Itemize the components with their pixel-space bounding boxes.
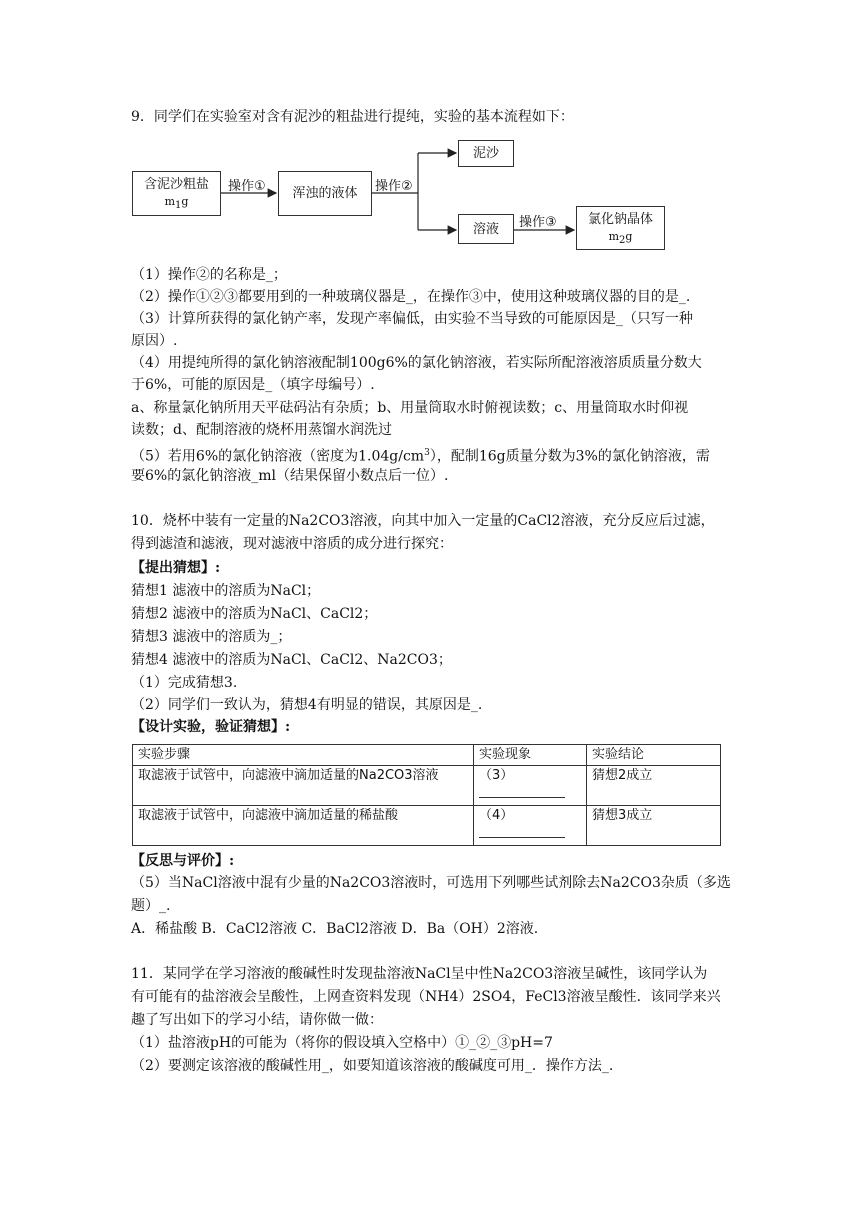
q9-5a-sup: 3 (424, 448, 430, 458)
th-observation: 实验现象 (474, 745, 587, 766)
q11-line2: 有可能有的盐溶液会呈酸性，上网查资料发现（NH4）2SO4，FeCl3溶液呈酸性．该同学来兴 (131, 989, 721, 1005)
q10-head-reflection: 【反思与评价】: (131, 853, 235, 869)
q10-head-hypothesis: 【提出猜想】: (131, 560, 221, 576)
q10-s5a: （5）当NaCl溶液中混有少量的Na2CO3溶液时，可选用下列哪些试剂除去Na2CO3杂质（多选 (131, 875, 731, 891)
row2-blank[interactable] (479, 825, 565, 838)
q10-s2: （2）同学们一致认为，猜想4有明显的错误，其原因是_. (131, 697, 483, 713)
row2-conclusion: 猜想3成立 (587, 806, 721, 846)
turbid-liquid-label: 浑浊的液体 (292, 186, 358, 201)
q10-guess1: 猜想1 滤液中的溶质为NaCl； (131, 583, 321, 599)
turbid-liquid-box (278, 171, 372, 216)
table-header-row (133, 745, 721, 766)
q9-4b: 于6%，可能的原因是_（填字母编号）. (131, 377, 375, 393)
sand-box (458, 140, 514, 167)
row1-obs-label: （3） (479, 768, 514, 783)
row2-observation (474, 806, 587, 846)
q10-head-design: 【设计实验，验证猜想】: (131, 719, 291, 735)
q9-3b: 原因）. (131, 333, 178, 349)
q9-3a: （3）计算所获得的氯化钠产率，发现产率偏低，由实验不当导致的可能原因是_（只写一种 (131, 311, 693, 327)
crystal-label: 氯化钠晶体 (587, 212, 653, 227)
table-row (133, 806, 721, 846)
q9-5b: 要6%的氯化钠溶液_ml（结果保留小数点后一位）. (131, 468, 449, 484)
q9-5a-post: ），配制16g质量分数为3%的氯化钠溶液，需 (429, 448, 710, 465)
q9-1: （1）操作②的名称是_； (131, 267, 287, 283)
crystal-mass: $m_2g$ (608, 230, 633, 246)
q10-line1: 10．烧杯中装有一定量的Na2CO3溶液，向其中加入一定量的CaCl2溶液，充分反应后过滤， (131, 513, 715, 529)
row1-conclusion: 猜想2成立 (587, 766, 721, 806)
crude-salt-box (132, 171, 221, 216)
flow-arrows (0, 0, 860, 300)
q11-line1: 11．某同学在学习溶液的酸碱性时发现盐溶液NaCl呈中性Na2CO3溶液呈碱性，该同学认为 (131, 966, 708, 982)
solution-label: 溶液 (472, 222, 499, 237)
q10-options: A．稀盐酸 B．CaCl2溶液 C．BaCl2溶液 D．Ba（OH）2溶液. (131, 921, 539, 937)
row2-step: 取滤液于试管中，向滤液中滴加适量的稀盐酸 (133, 806, 474, 846)
q9-5a-pre: （5）若用6%的氯化钠溶液（密度为1.04g/cm (131, 448, 425, 465)
row1-blank[interactable] (479, 785, 565, 798)
q11-s2: （2）要测定该溶液的酸碱性用_，如要知道该溶液的酸碱度可用_．操作方法_. (131, 1058, 614, 1074)
row2-obs-label: （4） (479, 808, 514, 823)
experiment-table (132, 744, 721, 846)
th-step: 实验步骤 (133, 745, 474, 766)
th-conclusion: 实验结论 (587, 745, 721, 766)
q9-4c: a、称量氯化钠所用天平砝码沾有杂质；b、用量筒取水时俯视读数；c、用量筒取水时仰视 (131, 400, 689, 416)
q11-s1: （1）盐溶液pH的可能为（将你的假设填入空格中）①_②_③pH=7 (131, 1035, 553, 1051)
op2-label: 操作② (375, 179, 413, 194)
table-row (133, 766, 721, 806)
q10-line2: 得到滤渣和滤液，现对滤液中溶质的成分进行探究： (131, 536, 453, 552)
q10-guess4: 猜想4 滤液中的溶质为NaCl、CaCl2、Na2CO3； (131, 652, 452, 668)
row1-observation (474, 766, 587, 806)
q9-4a: （4）用提纯所得的氯化钠溶液配制100g6%的氯化钠溶液，若实际所配溶液溶质质量分数大 (131, 355, 702, 371)
row1-step: 取滤液于试管中，向滤液中滴加适量的Na2CO3溶液 (133, 766, 474, 806)
q11-line3: 趣了写出如下的学习小结，请你做一做： (131, 1012, 383, 1028)
q9-intro: 9．同学们在实验室对含有泥沙的粗盐进行提纯，实验的基本流程如下： (131, 109, 574, 125)
sand-label: 泥沙 (472, 146, 499, 161)
crude-salt-mass: $m_1g$ (164, 195, 189, 211)
q10-guess3: 猜想3 滤液中的溶质为_； (131, 629, 292, 645)
q10-s5b: 题）_. (131, 898, 171, 914)
crude-salt-label: 含泥沙粗盐 (143, 177, 209, 192)
q9-4d: 读数；d、配制溶液的烧杯用蒸馏水润洗过 (131, 422, 392, 438)
op3-label: 操作③ (519, 215, 557, 230)
solution-box (458, 214, 514, 244)
q10-guess2: 猜想2 滤液中的溶质为NaCl、CaCl2； (131, 606, 378, 622)
q10-s1: （1）完成猜想3. (131, 675, 238, 691)
q9-5a (131, 443, 731, 467)
q9-2: （2）操作①②③都要用到的一种玻璃仪器是_，在操作③中，使用这种玻璃仪器的目的是_. (131, 289, 691, 305)
op1-label: 操作① (228, 179, 266, 194)
crystal-box (576, 206, 665, 250)
